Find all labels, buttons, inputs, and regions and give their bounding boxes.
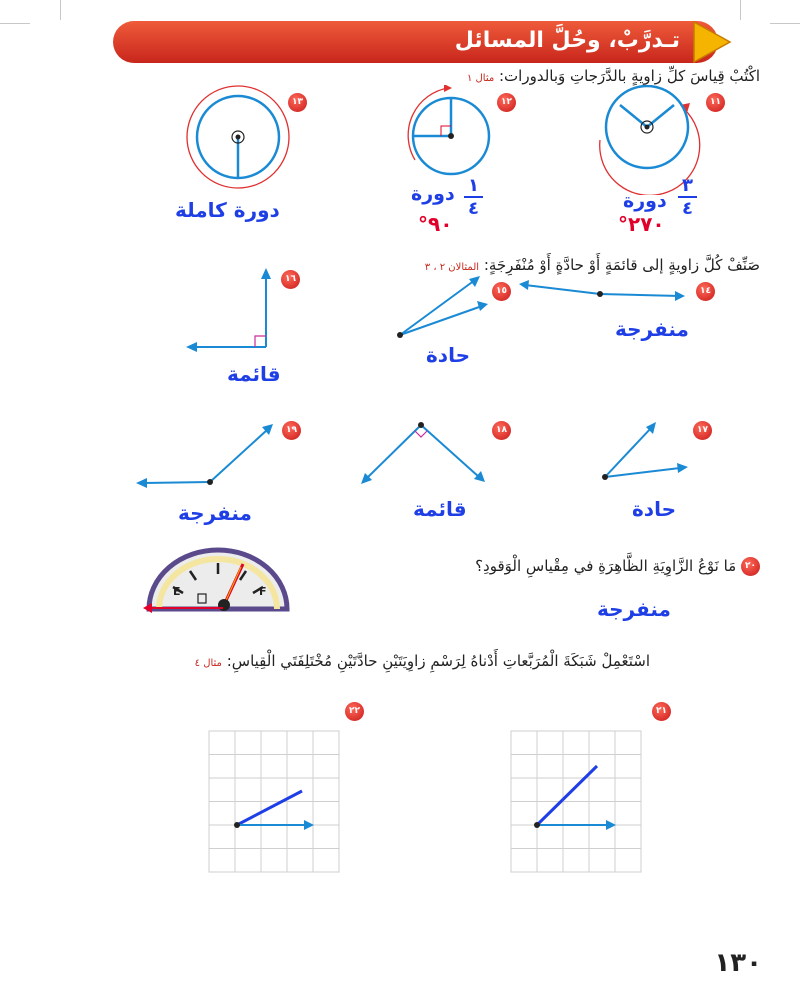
angle-diagram [515,280,690,310]
ray [210,430,267,482]
gauge-answer: منفرجة [597,597,671,621]
trim-mark [740,0,741,20]
ray [144,482,210,483]
fraction-denominator: ٤ [468,198,479,219]
grid-lines [511,731,641,872]
question-number: ٢٠ [741,557,760,576]
arrow-head [469,276,480,287]
grid-lines [209,731,339,872]
fraction-numerator: ٣ [678,175,697,198]
full-turn-answer: دورة كاملة [175,198,280,222]
question-number: ١٢ [497,93,516,112]
classification-answer: حادة [632,497,676,521]
classification-answer: قائمة [413,497,467,521]
question-number: ١٩ [282,421,301,440]
example-ref: المثالان ٢ ، ٣ [424,262,480,273]
vertex [448,133,454,139]
fuel-gauge [143,547,293,619]
arrow-head [136,478,147,488]
arrow-head [474,471,485,482]
instruction-text: اكْتُبْ قِياسَ كلِّ زاويةٍ بالدَّرَجاتِ وَبالدورات: [498,67,760,85]
gauge-empty-label: E [173,585,181,598]
classification-answer: منفرجة [178,501,252,525]
instruction-text: اسْتَعْمِلْ شَبَكَةَ الْمُرَبَّعاتِ أَدْناهُ لِرَسْمِ زاوِيَتَيْنِ حادَّتَيْنِ مُخْتَلِفَتَي الْقِياسِ: [226,652,650,670]
arrow-head [675,291,685,301]
ray [605,427,652,477]
question-number: ١١ [706,93,725,112]
ray [400,306,482,335]
ray [647,105,674,127]
arrow-head [261,268,271,279]
degree-answer: ٢٧٠° [618,212,665,236]
angle-diagram [130,418,280,493]
square-grid [208,730,343,875]
arrow-head [444,85,452,92]
trim-mark [60,0,61,20]
vertex [645,125,650,130]
ray [525,285,600,294]
right-angle-mark [255,336,266,347]
ray [620,105,647,127]
vertex [534,822,540,828]
angle-diagram [395,85,500,185]
question-number: ٢١ [652,702,671,721]
trim-mark [770,23,800,24]
fraction [678,175,697,219]
angle-diagram [180,262,280,357]
fraction [464,175,483,219]
vertex [602,474,608,480]
drawn-ray [537,766,597,825]
ray [605,468,680,477]
classification-answer: منفرجة [615,317,689,341]
ray [600,294,680,296]
drawn-ray [237,791,302,825]
question-number: ١٨ [492,421,511,440]
vertex [418,422,424,428]
classification-answer: حادة [426,343,470,367]
section4-instruction [195,652,650,670]
instruction-text: صَنِّفْ كُلَّ زاويةٍ إلى قائمَةٍ أَوْ حادَّةٍ أَوْ مُنْفَرِجَةٍ: [483,256,760,274]
angle-diagram [390,270,495,345]
question-number: ١٤ [696,282,715,301]
ray [421,425,479,477]
section1-instruction [467,67,760,85]
square-grid [510,730,645,875]
arrow-head [677,463,688,473]
question-number: ١٥ [492,282,511,301]
vertex [397,332,403,338]
angle-diagram [590,415,695,490]
angle-diagram [355,418,495,488]
vertex [207,479,213,485]
needle-pivot [218,599,230,611]
ray [367,425,421,478]
question-text: مَا نَوْعُ الزَّاوِيَةِ الظَّاهِرَةِ في مِقْياسِ الْوَقودِ؟ [475,557,737,575]
gauge-question [475,557,760,576]
vertex [236,135,241,140]
vertex [234,822,240,828]
question-number: ١٧ [693,421,712,440]
right-angle-mark [415,431,427,437]
arrow-head [519,280,529,290]
banner-title: تـدرَّبْ، وحُلَّ المسائل [454,28,680,53]
turn-answer: دورة [411,183,455,205]
fraction-numerator: ١ [464,175,483,198]
turn-answer: دورة [623,190,667,212]
angle-diagram [183,85,295,190]
page-number: ١٣٠ [714,948,762,978]
trim-mark [0,23,30,24]
gauge-full-label: F [259,585,267,598]
question-number: ١٣ [288,93,307,112]
vertex [597,291,603,297]
arrow-head [186,342,197,352]
example-ref: مثال ٤ [194,658,222,669]
question-number: ٢٢ [345,702,364,721]
banner-arrow-icon [690,18,732,66]
question-number: ١٦ [281,270,300,289]
classification-answer: قائمة [227,362,281,386]
arrow-head [477,301,488,311]
degree-answer: ٩٠° [418,212,453,236]
ray [400,280,475,335]
fraction-denominator: ٤ [682,198,693,219]
example-ref: مثال ١ [466,73,495,84]
